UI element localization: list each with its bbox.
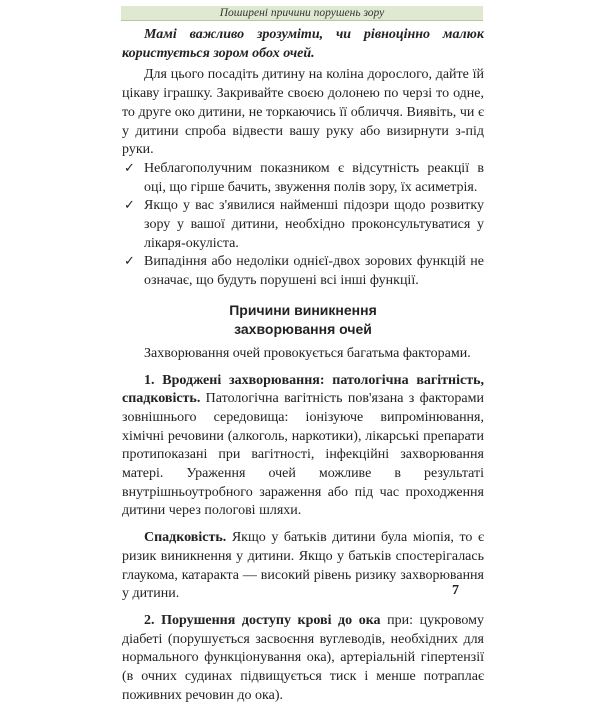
blood-supply-paragraph — [122, 612, 484, 706]
checklist-item-text: Випадіння або недоліки однієї-двох зорових функцій не означає, що будуть порушені всі інші функції. — [144, 254, 484, 289]
checklist-item-text: Неблагополучним показником є відсутність реакції в оці, що гірше бачить, звуження полів зору, їх асиметрія. — [144, 160, 484, 195]
blood-supply-heading: 2. Порушення доступу крові до ока — [144, 612, 381, 628]
section-title — [122, 301, 484, 339]
intro-lead: Мамі важливо зрозуміти, чи рівноцінно малюк користується зором обох очей. — [122, 27, 484, 61]
check-icon: ✓ — [124, 254, 135, 270]
heredity-heading: Спадковість. — [144, 530, 227, 546]
checklist-item — [122, 253, 484, 290]
check-icon: ✓ — [124, 160, 135, 176]
congenital-text: Патологічна вагітність пов'язана з факторами зовнішнього середовища: іонізуюче випромінювання, хімічні речовини (алкоголь, наркотики), лікарські препарати протипоказані при вагітності, інфекційні захворювання матері. Ураження очей можливе в результаті внутрішньоутробного зараження або під час проходження дитини через пологові шляхи. — [122, 391, 484, 519]
section-intro: Захворювання очей провокується багатьма факторами. — [144, 345, 471, 361]
checklist-item — [122, 160, 484, 197]
page-body — [122, 24, 484, 706]
section-title-line: Причини виникнення — [229, 301, 377, 318]
check-icon: ✓ — [124, 198, 135, 214]
intro-paragraph: Для цього посадіть дитину на коліна дорослого, дайте їй цікаву іграшку. Закривайте своєю долонею по черзі то одне, то друге око дитини, не торкаючись її обличчя. Виявіть, чи є у дитини спроба відвести вашу руку або визирнути з-під руки. — [122, 67, 484, 158]
checklist-item — [122, 197, 484, 253]
congenital-heading: 1. Вроджені захворювання: патологічна вагітність, спадковість. — [122, 372, 484, 407]
congenital-paragraph — [122, 372, 484, 522]
checklist — [122, 160, 484, 291]
heredity-text: Якщо у батьків дитини була міопія, то є ризик виникнення у дитини. Якщо у батьків спостерігалась глаукома, катаракта — високий рівень ризику захворювання у дитини. — [122, 530, 484, 602]
checklist-item-text: Якщо у вас з'явилися найменші підозри щодо розвитку зору у вашої дитини, необхідно проконсультуватися у лікаря-окуліста. — [144, 198, 484, 251]
section-title-line: захворювання очей — [234, 320, 372, 337]
blood-supply-text: при: цукровому діабеті (порушується засвоєння вуглеводів, необхідних для нормального функціонування ока), артеріальній гіпертензії (в очних судинах підвищується тиск і менше потраплає поживних речовин до ока). — [122, 612, 484, 703]
heredity-paragraph — [122, 529, 484, 604]
page-number: 7 — [452, 583, 459, 598]
running-header: Поширені причини порушень зору — [121, 6, 483, 21]
